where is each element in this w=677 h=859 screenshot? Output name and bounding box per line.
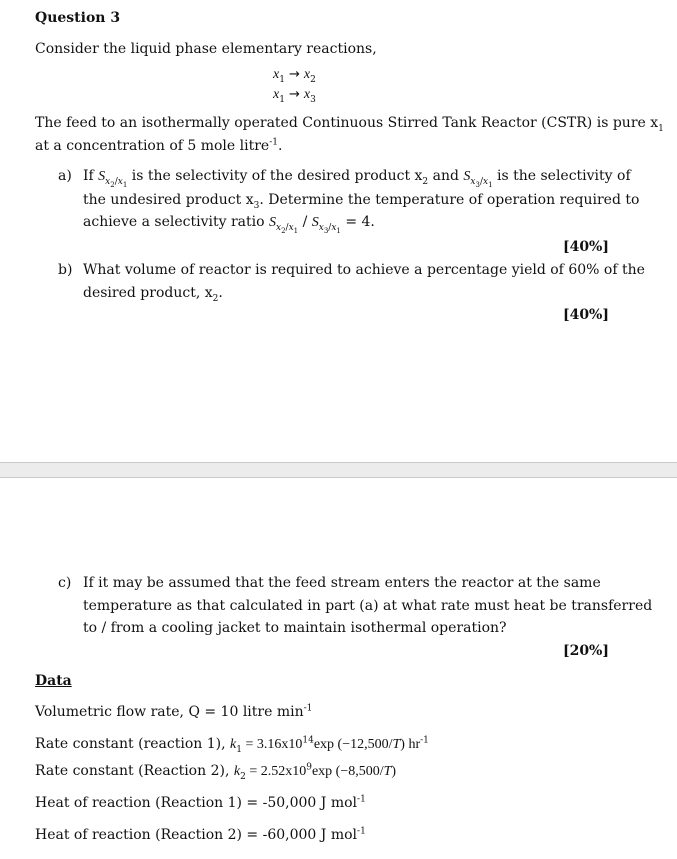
flow-rate-line: Volumetric flow rate, Q = 10 litre $\min^{-1}$ [35, 703, 313, 720]
page-divider [0, 462, 677, 478]
heat-reaction-1-line: Heat of reaction (Reaction 1) = -50,000 J mol$^{-1}$ [35, 794, 366, 811]
part-c-line-3: to / from a cooling jacket to maintain isothermal operation? [83, 620, 507, 636]
part-c-label: c) [58, 575, 72, 591]
part-c-score: [20%] [562, 643, 609, 659]
part-c-line-1: If it may be assumed that the feed stream enters the reactor at the same [83, 575, 601, 591]
part-c-line-2: temperature as that calculated in part (a) at what rate must heat be transferred [83, 598, 653, 614]
rate-constant-1-line: Rate constant (reaction 1), $k_1 = 3.16x10^{14}\exp$ (−12,500/T) $hr^{-1}$ [35, 735, 429, 755]
arrow-icon: → [288, 67, 300, 82]
part-a-score: [40%] [562, 239, 609, 255]
arrow-icon: → [288, 87, 300, 102]
rate-constant-2-line: Rate constant (Reaction 2), $k_2 = 2.52x10^9\exp$ (−8,500/T) [35, 762, 397, 782]
data-heading: Data [35, 673, 72, 689]
question-title: Question 3 [35, 10, 121, 26]
part-b-line-2: desired product, $x_2$. [83, 285, 223, 304]
part-a-line-1: If $S_{x_2/x_1}$ is the selectivity of the desired product $x_2$ and $S_{x_3/x_1}$ is the selectivity of [83, 168, 631, 189]
part-b-score: [40%] [562, 307, 609, 323]
heat-reaction-2-line: Heat of reaction (Reaction 2) = -60,000 J mol$^{-1}$ [35, 826, 366, 843]
feed-line-1: The feed to an isothermally operated Continuous Stirred Tank Reactor (CSTR) is pure $x_1$ [35, 115, 664, 134]
part-b-label: b) [58, 262, 73, 278]
question-intro: Consider the liquid phase elementary reactions, [35, 41, 377, 57]
part-a-line-2: the undesired product $x_3$. Determine the temperature of operation required to [83, 192, 640, 211]
part-a-line-3: achieve a selectivity ratio $S_{x_2/x_1} / S_{x_3/x_1} = 4$. [83, 214, 375, 235]
part-a-label: a) [58, 168, 72, 184]
reaction-1: $x_1 \to x_2$ [273, 67, 316, 85]
part-b-line-1: What volume of reactor is required to achieve a percentage yield of 60% of the [83, 262, 645, 278]
reaction-2: $x_1 \to x_3$ [273, 87, 316, 105]
feed-line-2: at a concentration of 5 mole litre$^{-1}$. [35, 137, 283, 154]
